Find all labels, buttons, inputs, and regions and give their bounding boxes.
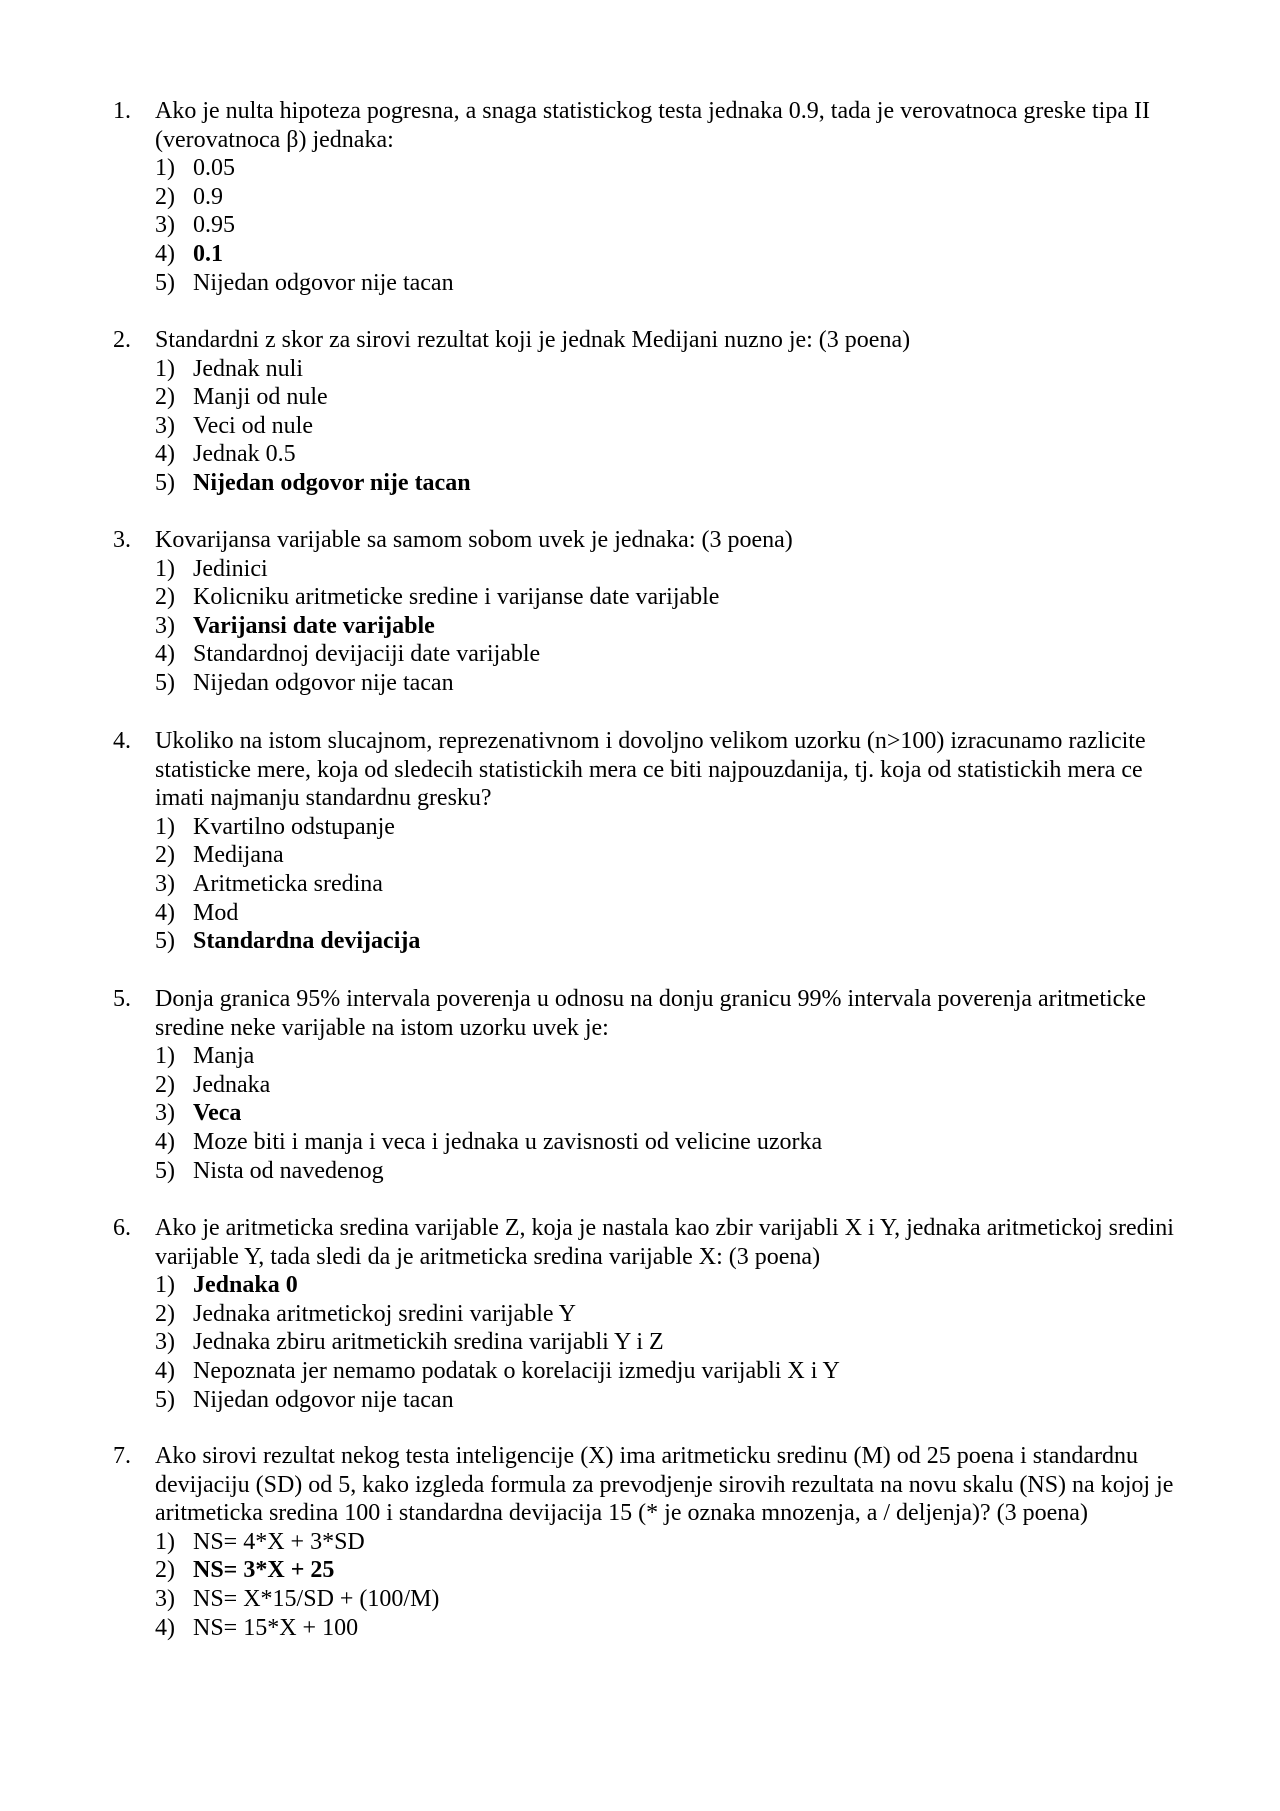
answer-option: [155, 183, 1193, 212]
option-number: 3): [155, 212, 175, 239]
option-number: 2): [155, 1300, 175, 1327]
answer-option: [155, 1357, 1193, 1386]
option-number: 5): [155, 269, 175, 296]
option-number: 1): [155, 355, 175, 382]
option-text: 0.1: [193, 240, 223, 267]
option-number: 1): [155, 1043, 175, 1070]
answer-option: [155, 1585, 1193, 1614]
question-5: [113, 985, 1193, 1185]
question-7: [113, 1442, 1193, 1642]
question-2: [113, 326, 1193, 498]
answer-option: [155, 412, 1193, 441]
answer-option: [155, 154, 1193, 183]
option-number: 3): [155, 412, 175, 439]
option-text: NS= 4*X + 3*SD: [193, 1528, 365, 1555]
answer-option: [155, 1300, 1193, 1329]
question-text: Ako je aritmeticka sredina varijable Z, koja je nastala kao zbir varijabli X i Y, jednaka aritmetickoj sredini varijable Y, tada sledi da je aritmeticka sredina varijable X: (3 poena): [155, 1215, 1174, 1270]
answer-option: [155, 640, 1193, 669]
option-number: 4): [155, 641, 175, 668]
option-number: 5): [155, 1386, 175, 1413]
option-number: 2): [155, 1557, 175, 1584]
answer-options: [155, 154, 1193, 297]
question-text: Kovarijansa varijable sa samom sobom uvek je jednaka: (3 poena): [155, 527, 793, 553]
option-text: Jednak 0.5: [193, 441, 296, 468]
option-text: 0.95: [193, 212, 235, 239]
option-text: Nijedan odgovor nije tacan: [193, 469, 471, 496]
option-text: NS= X*15/SD + (100/M): [193, 1585, 440, 1612]
answer-option-correct: [155, 612, 1193, 641]
option-text: Standardnoj devijaciji date varijable: [193, 641, 541, 668]
answer-options: [155, 1528, 1193, 1642]
answer-options: [155, 355, 1193, 498]
option-number: 2): [155, 842, 175, 869]
question-number: 2.: [113, 327, 131, 353]
option-number: 2): [155, 1071, 175, 1098]
answer-option: [155, 211, 1193, 240]
answer-options: [155, 813, 1193, 956]
answer-option: [155, 1614, 1193, 1643]
option-text: Jednaka 0: [193, 1272, 298, 1299]
option-number: 3): [155, 612, 175, 639]
option-number: 1): [155, 813, 175, 840]
option-text: Nijedan odgovor nije tacan: [193, 269, 454, 296]
option-number: 1): [155, 1272, 175, 1299]
question-number: 6.: [113, 1215, 131, 1241]
option-text: Veca: [193, 1100, 242, 1127]
option-number: 4): [155, 441, 175, 468]
question-1: [113, 97, 1193, 297]
option-number: 3): [155, 1100, 175, 1127]
option-number: 3): [155, 1585, 175, 1612]
option-number: 3): [155, 870, 175, 897]
option-text: Jednaka aritmetickoj sredini varijable Y: [193, 1300, 576, 1327]
answer-options: [155, 1042, 1193, 1185]
option-text: Aritmeticka sredina: [193, 870, 383, 897]
question-3: [113, 526, 1193, 698]
option-text: NS= 3*X + 25: [193, 1557, 335, 1584]
option-text: Jednaka zbiru aritmetickih sredina varijabli Y i Z: [193, 1329, 664, 1356]
answer-option: [155, 1157, 1193, 1186]
answer-option: [155, 1386, 1193, 1415]
answer-option-correct: [155, 240, 1193, 269]
answer-option: [155, 669, 1193, 698]
question-number: 3.: [113, 527, 131, 553]
answer-option: [155, 813, 1193, 842]
option-text: Kolicniku aritmeticke sredine i varijanse date varijable: [193, 584, 720, 611]
question-6: [113, 1214, 1193, 1414]
option-number: 4): [155, 1614, 175, 1641]
option-number: 5): [155, 928, 175, 955]
option-number: 1): [155, 555, 175, 582]
option-text: Manja: [193, 1043, 255, 1070]
question-number: 1.: [113, 98, 131, 124]
answer-option: [155, 1071, 1193, 1100]
option-number: 5): [155, 1157, 175, 1184]
answer-option: [155, 899, 1193, 928]
answer-option-correct: [155, 1271, 1193, 1300]
answer-option: [155, 383, 1193, 412]
option-text: Standardna devijacija: [193, 928, 421, 955]
option-text: Jedinici: [193, 555, 268, 582]
question-4: [113, 727, 1193, 956]
answer-option: [155, 1042, 1193, 1071]
option-number: 2): [155, 584, 175, 611]
option-text: Kvartilno odstupanje: [193, 813, 395, 840]
option-text: Manji od nule: [193, 384, 328, 411]
answer-option: [155, 1528, 1193, 1557]
answer-option-correct: [155, 1556, 1193, 1585]
answer-options: [155, 555, 1193, 698]
question-number: 5.: [113, 986, 131, 1012]
option-number: 2): [155, 384, 175, 411]
option-number: 4): [155, 1128, 175, 1155]
option-text: 0.9: [193, 183, 223, 210]
option-number: 1): [155, 155, 175, 182]
option-number: 4): [155, 899, 175, 926]
question-text: Standardni z skor za sirovi rezultat koji je jednak Medijani nuzno je: (3 poena): [155, 327, 911, 353]
option-text: Jednak nuli: [193, 355, 303, 382]
question-text: Ako je nulta hipoteza pogresna, a snaga statistickog testa jednaka 0.9, tada je verovatnoca greske tipa II (verovatnoca β) jednaka:: [155, 98, 1150, 153]
answer-option: [155, 440, 1193, 469]
question-number: 7.: [113, 1443, 131, 1469]
answer-option: [155, 1128, 1193, 1157]
answer-option: [155, 555, 1193, 584]
option-text: Nepoznata jer nemamo podatak o korelaciji izmedju varijabli X i Y: [193, 1357, 840, 1384]
option-number: 4): [155, 240, 175, 267]
option-text: Varijansi date varijable: [193, 612, 435, 639]
question-text: Ako sirovi rezultat nekog testa inteligencije (X) ima aritmeticku sredinu (M) od 25 poena i standardnu devijaciju (SD) od 5, kako izgleda formula za prevodjenje sirovih rezultata na novu skalu (NS) na kojoj je aritmeticka sredina 100 i standardna devijacija 15 (* je oznaka mnozenja, a / deljenja)? (3 poena): [155, 1443, 1174, 1527]
option-text: Mod: [193, 899, 239, 926]
option-number: 1): [155, 1528, 175, 1555]
answer-option: [155, 1328, 1193, 1357]
answer-option: [155, 269, 1193, 298]
option-number: 5): [155, 469, 175, 496]
option-text: Veci od nule: [193, 412, 313, 439]
answer-option: [155, 841, 1193, 870]
option-number: 3): [155, 1329, 175, 1356]
answer-option: [155, 870, 1193, 899]
option-number: 2): [155, 183, 175, 210]
question-number: 4.: [113, 728, 131, 754]
answer-option: [155, 583, 1193, 612]
option-number: 4): [155, 1357, 175, 1384]
option-text: Moze biti i manja i veca i jednaka u zavisnosti od velicine uzorka: [193, 1128, 823, 1155]
option-text: Medijana: [193, 842, 284, 869]
option-text: Nista od navedenog: [193, 1157, 384, 1184]
option-text: Nijedan odgovor nije tacan: [193, 1386, 454, 1413]
answer-option: [155, 355, 1193, 384]
answer-option-correct: [155, 1099, 1193, 1128]
answer-option-correct: [155, 469, 1193, 498]
option-text: NS= 15*X + 100: [193, 1614, 359, 1641]
answer-option-correct: [155, 927, 1193, 956]
option-text: 0.05: [193, 155, 235, 182]
option-text: Jednaka: [193, 1071, 271, 1098]
option-text: Nijedan odgovor nije tacan: [193, 669, 454, 696]
question-text: Donja granica 95% intervala poverenja u odnosu na donju granicu 99% intervala poverenja aritmeticke sredine neke varijable na istom uzorku uvek je:: [155, 986, 1146, 1041]
answer-options: [155, 1271, 1193, 1414]
question-text: Ukoliko na istom slucajnom, reprezenativnom i dovoljno velikom uzorku (n>100) izracunamo razlicite statisticke mere, koja od sledecih statistickih mera ce biti najpouzdanija, tj. koja od statistickih mera ce imati najmanju standardnu gresku?: [155, 728, 1146, 812]
option-number: 5): [155, 669, 175, 696]
